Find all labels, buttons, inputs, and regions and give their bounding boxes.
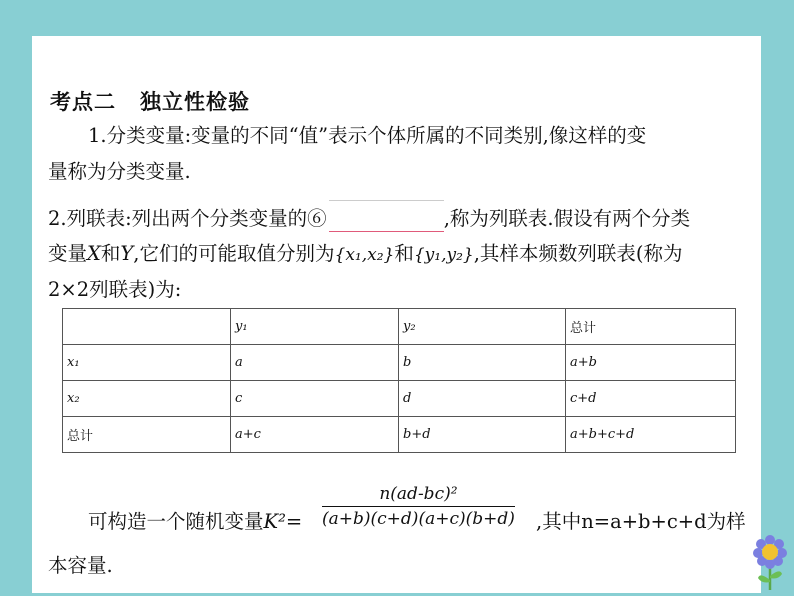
set-x-values: {x₁,x₂}	[334, 245, 395, 265]
table-cell: b	[399, 345, 566, 381]
fraction-denominator: (a+b)(c+d)(a+c)(b+d)	[322, 509, 515, 529]
table-cell: a+b	[566, 345, 736, 381]
formula-lead-text: 可构造一个随机变量	[88, 510, 264, 533]
formula-last-line: 本容量.	[48, 554, 113, 577]
table-cell: 总计	[63, 417, 231, 453]
p2-text: 变量	[48, 242, 88, 265]
table-cell: 总计	[566, 309, 736, 345]
formula-k: K²=	[263, 510, 303, 533]
p2-text: ,它们的可能取值分别为	[133, 242, 335, 265]
table-cell: a+c	[231, 417, 399, 453]
table-cell	[63, 309, 231, 345]
table-row	[63, 345, 736, 381]
table-cell: a	[231, 345, 399, 381]
formula-after: ,其中n=a+b+c+d为样	[536, 510, 746, 533]
p2-text: ,其样本频数列联表(称为	[473, 242, 683, 265]
section-heading	[50, 86, 250, 116]
table-row	[63, 417, 736, 453]
formula-lead	[88, 506, 302, 534]
table-cell: c	[231, 381, 399, 417]
var-y: Y	[120, 242, 134, 265]
formula-fraction	[322, 484, 515, 529]
table-cell: b+d	[399, 417, 566, 453]
table-cell: y₁	[231, 309, 399, 345]
fraction-numerator: n(ad-bc)²	[322, 484, 515, 507]
heading-topic-number: 考点二	[50, 90, 116, 114]
p2-line2	[48, 236, 683, 273]
p2-line1-start: 2.列联表:列出两个分类变量的⑥	[48, 207, 327, 230]
table-row	[63, 381, 736, 417]
p2-line3: 2×2列联表)为:	[48, 278, 182, 301]
content-card	[32, 36, 761, 593]
table-cell: y₂	[399, 309, 566, 345]
table-cell: c+d	[566, 381, 736, 417]
set-y-values: {y₁,y₂}	[413, 245, 474, 265]
table-cell: x₂	[63, 381, 231, 417]
var-x: X	[87, 242, 101, 265]
p1-line1: 1.分类变量:变量的不同“值”表示个体所属的不同类别,像这样的变	[88, 124, 647, 147]
heading-topic-title: 独立性检验	[140, 90, 250, 114]
p2-text: 和	[100, 242, 121, 265]
p1-line2: 量称为分类变量.	[48, 160, 191, 183]
p2-line1-end: ,称为列联表.假设有两个分类	[443, 207, 691, 230]
p2-text: 和	[394, 242, 414, 265]
table-header-row	[63, 309, 736, 345]
flower-icon	[750, 532, 790, 596]
table-cell: a+b+c+d	[566, 417, 736, 453]
table-cell: d	[399, 381, 566, 417]
contingency-table	[62, 308, 736, 453]
table-cell: x₁	[63, 345, 231, 381]
p2-line1	[48, 200, 690, 237]
fill-in-blank[interactable]	[329, 200, 444, 232]
